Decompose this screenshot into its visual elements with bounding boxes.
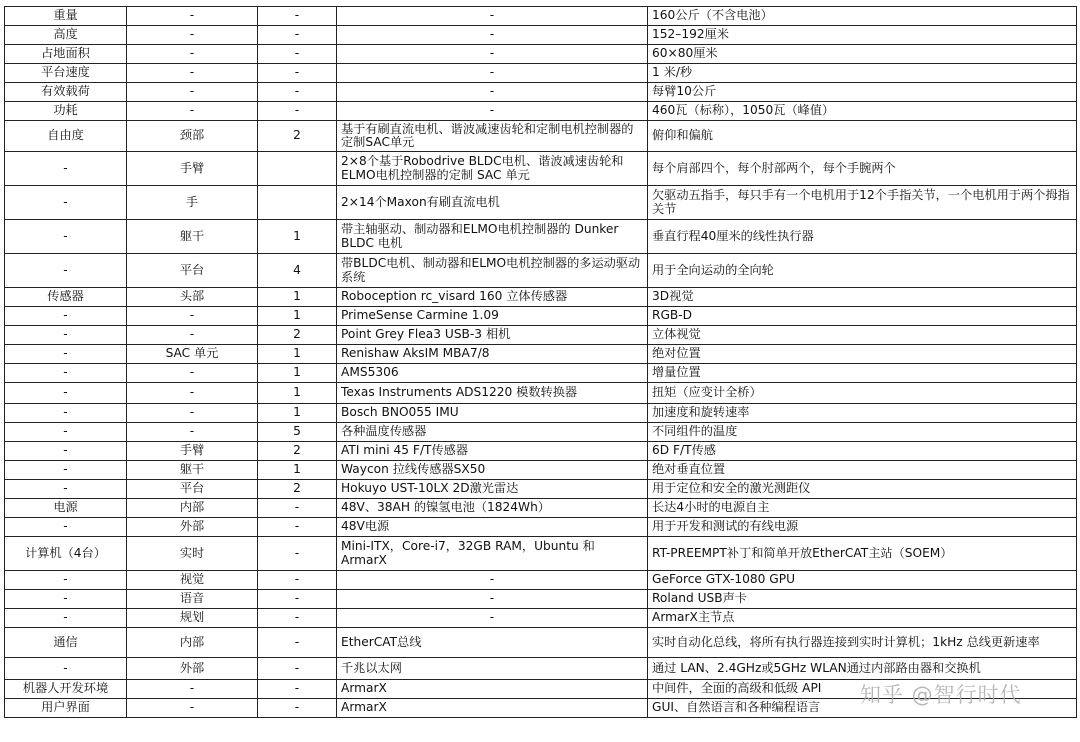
description-cell: 2×8个基于Robodrive BLDC电机、谐波减速齿轮和ELMO电机控制器的定制 SAC 单元 [337,152,648,186]
category-cell: 自由度 [5,121,127,152]
function-cell: 60×80厘米 [648,45,1077,64]
function-cell: RT-PREEMPT补丁和简单开放EtherCAT主站（SOEM） [648,537,1077,571]
quantity-cell: 2 [258,326,337,345]
quantity-cell: - [258,102,337,121]
table-row [5,423,1077,442]
description-cell: - [337,7,648,26]
category-cell: 机器人开发环境 [5,680,127,699]
table-row [5,45,1077,64]
description-cell: ArmarX [337,699,648,718]
quantity-cell: - [258,45,337,64]
component-cell: - [127,83,258,102]
quantity-cell: - [258,680,337,699]
component-cell: - [127,423,258,442]
quantity-cell: - [258,537,337,571]
component-cell: 手臂 [127,442,258,461]
table-row [5,590,1077,609]
category-cell: 传感器 [5,288,127,307]
function-cell: 用于定位和安全的激光测距仪 [648,480,1077,499]
table-row [5,64,1077,83]
description-cell: PrimeSense Carmine 1.09 [337,307,648,326]
component-cell: - [127,699,258,718]
category-cell: 有效载荷 [5,83,127,102]
table-row [5,461,1077,480]
description-cell: Waycon 拉线传感器SX50 [337,461,648,480]
description-cell: 48V、38AH 的镍氢电池（1824Wh） [337,499,648,518]
function-cell: GUI、自然语言和各种编程语言 [648,699,1077,718]
component-cell: 手臂 [127,152,258,186]
table-row [5,628,1077,658]
component-cell: - [127,404,258,423]
component-cell: - [127,364,258,383]
spec-table [4,6,1077,718]
quantity-cell: 1 [258,383,337,404]
category-cell: - [5,404,127,423]
function-cell: 实时自动化总线，将所有执行器连接到实时计算机；1kHz 总线更新速率 [648,628,1077,658]
function-cell: 俯仰和偏航 [648,121,1077,152]
category-cell: 高度 [5,26,127,45]
function-cell: 立体视觉 [648,326,1077,345]
category-cell: - [5,383,127,404]
table-row [5,7,1077,26]
description-cell: - [337,83,648,102]
category-cell: - [5,442,127,461]
quantity-cell: 2 [258,442,337,461]
table-row [5,442,1077,461]
quantity-cell: 1 [258,404,337,423]
component-cell: - [127,26,258,45]
component-cell: 外部 [127,658,258,680]
category-cell: - [5,220,127,254]
table-row [5,220,1077,254]
function-cell: 通过 LAN、2.4GHz或5GHz WLAN通过内部路由器和交换机 [648,658,1077,680]
component-cell: 平台 [127,254,258,288]
quantity-cell: 1 [258,364,337,383]
description-cell: Hokuyo UST-10LX 2D激光雷达 [337,480,648,499]
description-cell: 千兆以太网 [337,658,648,680]
quantity-cell: 4 [258,254,337,288]
function-cell: 460瓦（标称），1050瓦（峰值） [648,102,1077,121]
description-cell: ArmarX [337,680,648,699]
function-cell: 绝对位置 [648,345,1077,364]
component-cell: - [127,680,258,699]
function-cell: 长达4小时的电源自主 [648,499,1077,518]
table-row [5,404,1077,423]
description-cell: Mini-ITX，Core-i7，32GB RAM，Ubuntu 和 ArmarX [337,537,648,571]
description-cell: 48V电源 [337,518,648,537]
component-cell: SAC 单元 [127,345,258,364]
component-cell: 内部 [127,499,258,518]
function-cell: 欠驱动五指手，每只手有一个电机用于12个手指关节，一个电机用于两个拇指关节 [648,186,1077,220]
description-cell: Bosch BNO055 IMU [337,404,648,423]
quantity-cell: - [258,571,337,590]
quantity-cell: - [258,7,337,26]
table-row [5,83,1077,102]
category-cell: 重量 [5,7,127,26]
component-cell: - [127,326,258,345]
quantity-cell: - [258,609,337,628]
function-cell: 3D视觉 [648,288,1077,307]
component-cell: - [127,102,258,121]
description-cell: - [337,571,648,590]
description-cell: - [337,609,648,628]
category-cell: - [5,152,127,186]
quantity-cell: 1 [258,307,337,326]
quantity-cell: 2 [258,121,337,152]
description-cell: Point Grey Flea3 USB-3 相机 [337,326,648,345]
quantity-cell: - [258,518,337,537]
quantity-cell: - [258,26,337,45]
quantity-cell: - [258,590,337,609]
component-cell: 内部 [127,628,258,658]
quantity-cell: - [258,628,337,658]
component-cell: 躯干 [127,461,258,480]
category-cell: - [5,518,127,537]
description-cell: AMS5306 [337,364,648,383]
component-cell: 躯干 [127,220,258,254]
category-cell: - [5,364,127,383]
category-cell: 占地面积 [5,45,127,64]
table-row [5,499,1077,518]
quantity-cell: 1 [258,220,337,254]
function-cell: 增量位置 [648,364,1077,383]
function-cell: 加速度和旋转速率 [648,404,1077,423]
description-cell: Roboception rc_visard 160 立体传感器 [337,288,648,307]
table-row [5,609,1077,628]
category-cell: 用户界面 [5,699,127,718]
category-cell: - [5,461,127,480]
table-row [5,480,1077,499]
table-row [5,288,1077,307]
component-cell: 视觉 [127,571,258,590]
component-cell: 外部 [127,518,258,537]
table-row [5,383,1077,404]
function-cell: 垂直行程40厘米的线性执行器 [648,220,1077,254]
component-cell: 规划 [127,609,258,628]
function-cell: 绝对垂直位置 [648,461,1077,480]
quantity-cell: - [258,83,337,102]
component-cell: 手 [127,186,258,220]
function-cell: 不同组件的温度 [648,423,1077,442]
component-cell: - [127,64,258,83]
component-cell: 颈部 [127,121,258,152]
description-cell: EtherCAT总线 [337,628,648,658]
function-cell: Roland USB声卡 [648,590,1077,609]
description-cell: 2×14个Maxon有刷直流电机 [337,186,648,220]
table-row [5,518,1077,537]
table-row [5,345,1077,364]
quantity-cell: - [258,658,337,680]
component-cell: - [127,383,258,404]
description-cell: - [337,102,648,121]
description-cell: Renishaw AksIM MBA7/8 [337,345,648,364]
category-cell: - [5,590,127,609]
quantity-cell: 5 [258,423,337,442]
table-row [5,537,1077,571]
table-row [5,364,1077,383]
category-cell: 功耗 [5,102,127,121]
component-cell: 语音 [127,590,258,609]
function-cell: RGB-D [648,307,1077,326]
component-cell: - [127,45,258,64]
description-cell: - [337,26,648,45]
watermark: 知乎 @智行时代 [860,683,1022,707]
component-cell: - [127,307,258,326]
quantity-cell: 1 [258,345,337,364]
function-cell: 6D F/T传感 [648,442,1077,461]
table-row [5,254,1077,288]
category-cell: 通信 [5,628,127,658]
table-row [5,571,1077,590]
category-cell: - [5,571,127,590]
quantity-cell: 2 [258,480,337,499]
description-cell: ATI mini 45 F/T传感器 [337,442,648,461]
component-cell: - [127,7,258,26]
description-cell: Texas Instruments ADS1220 模数转换器 [337,383,648,404]
function-cell: GeForce GTX-1080 GPU [648,571,1077,590]
quantity-cell: 1 [258,461,337,480]
category-cell: - [5,254,127,288]
description-cell: 各种温度传感器 [337,423,648,442]
description-cell: - [337,45,648,64]
quantity-cell [258,186,337,220]
table-row [5,326,1077,345]
function-cell: ArmarX主节点 [648,609,1077,628]
component-cell: 实时 [127,537,258,571]
category-cell: 计算机（4台） [5,537,127,571]
description-cell: - [337,64,648,83]
component-cell: 头部 [127,288,258,307]
category-cell: - [5,423,127,442]
category-cell: - [5,480,127,499]
description-cell: 基于有刷直流电机、谐波减速齿轮和定制电机控制器的定制SAC单元 [337,121,648,152]
table-row [5,121,1077,152]
description-cell: 带BLDC电机、制动器和ELMO电机控制器的多运动驱动系统 [337,254,648,288]
description-cell: 带主轴驱动、制动器和ELMO电机控制器的 Dunker BLDC 电机 [337,220,648,254]
function-cell: 中间件，全面的高级和低级 API [648,680,1077,699]
category-cell: - [5,326,127,345]
function-cell: 用于全向运动的全向轮 [648,254,1077,288]
function-cell: 用于开发和测试的有线电源 [648,518,1077,537]
table-row [5,307,1077,326]
category-cell: - [5,609,127,628]
table-row [5,102,1077,121]
function-cell: 每臂10公斤 [648,83,1077,102]
category-cell: - [5,186,127,220]
category-cell: - [5,658,127,680]
table-row [5,186,1077,220]
category-cell: - [5,345,127,364]
quantity-cell: - [258,499,337,518]
quantity-cell [258,152,337,186]
description-cell: - [337,590,648,609]
quantity-cell: 1 [258,288,337,307]
function-cell: 每个肩部四个，每个肘部两个，每个手腕两个 [648,152,1077,186]
table-row [5,152,1077,186]
table-row [5,26,1077,45]
function-cell: 扭矩（应变计全桥） [648,383,1077,404]
category-cell: - [5,307,127,326]
category-cell: 平台速度 [5,64,127,83]
table-row [5,658,1077,680]
quantity-cell: - [258,699,337,718]
function-cell: 160公斤（不含电池） [648,7,1077,26]
component-cell: 平台 [127,480,258,499]
quantity-cell: - [258,64,337,83]
function-cell: 152–192厘米 [648,26,1077,45]
function-cell: 1 米/秒 [648,64,1077,83]
category-cell: 电源 [5,499,127,518]
